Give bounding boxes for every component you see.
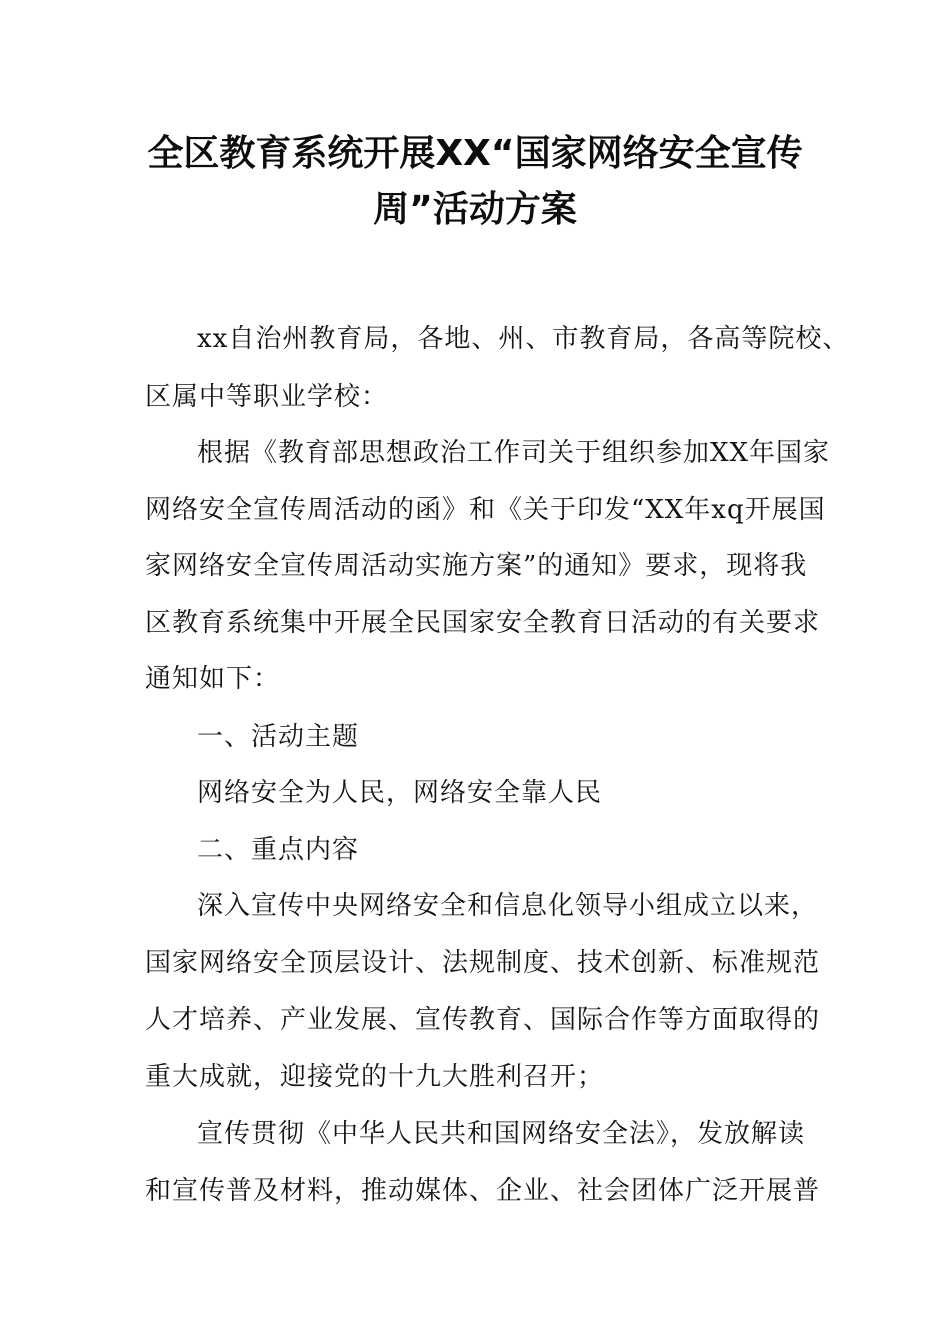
section-heading-2: 二、重点内容 [197, 835, 360, 865]
paragraph-line: 家网络安全宣传周活动实施方案”的通知》要求，现将我 [145, 551, 808, 581]
salutation-line-2: 区属中等职业学校： [145, 382, 389, 412]
paragraph-line: 重大成就，迎接党的十九大胜利召开； [145, 1062, 605, 1092]
paragraph-line: 宣传贯彻《中华人民共和国网络安全法》，发放解读 [197, 1119, 806, 1149]
theme-line: 网络安全为人民，网络安全靠人民 [197, 778, 603, 808]
paragraph-line: 和宣传普及材料，推动媒体、企业、社会团体广泛开展普 [145, 1176, 821, 1206]
salutation-line-1: xx自治州教育局，各地、州、市教育局，各高等院校、 [197, 324, 850, 354]
paragraph-line: 国家网络安全顶层设计、法规制度、技术创新、标准规范 [145, 948, 821, 978]
document-title-line-1: 全区教育系统开展XX“国家网络安全宣传 [147, 133, 803, 174]
paragraph-line: 根据《教育部思想政治工作司关于组织参加XX年国家 [197, 438, 831, 468]
paragraph-line: 通知如下： [145, 664, 281, 694]
section-heading-1: 一、活动主题 [197, 722, 360, 752]
paragraph-line: 区教育系统集中开展全民国家安全教育日活动的有关要求 [145, 608, 821, 638]
document-title-line-2: 周”活动方案 [373, 189, 577, 230]
paragraph-line: 人才培养、产业发展、宣传教育、国际合作等方面取得的 [145, 1005, 821, 1035]
paragraph-line: 网络安全宣传周活动的函》和《关于印发“XX年xq开展国 [145, 495, 826, 525]
paragraph-line: 深入宣传中央网络安全和信息化领导小组成立以来， [197, 891, 819, 921]
